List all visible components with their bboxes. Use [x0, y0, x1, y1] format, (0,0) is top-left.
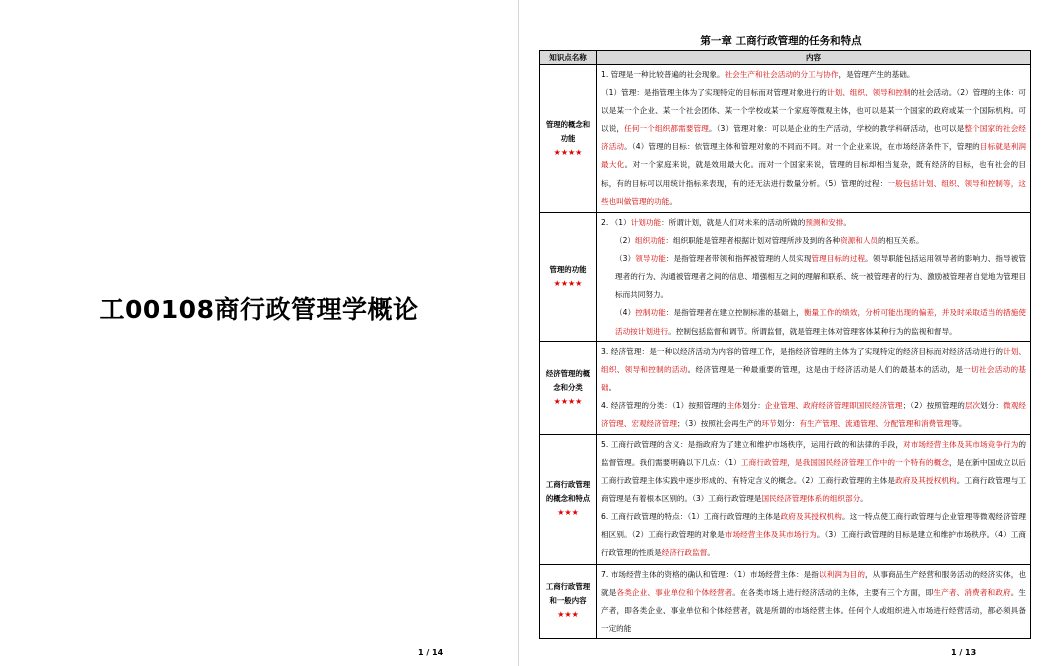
row-name-cell: [540, 65, 597, 213]
body-text: ：是指管理者带领和指挥被管理的人员实现: [665, 254, 812, 264]
highlighted-text: 社会生产和社会活动的分工与协作: [724, 70, 839, 79]
knowledge-point-name: 管理的功能: [549, 264, 587, 274]
body-text: 。: [707, 548, 715, 558]
body-text: 划分：: [776, 419, 800, 429]
body-text: 。生产者，即各类企业、事业单位和个体经营者，就是所谓的市场经营主体。任何个人或组织进入市场进行经营活动，都必须具备一定的能: [601, 587, 1027, 633]
content-paragraph: [601, 66, 1026, 84]
highlighted-text: 一般包括计划、组织、领导和控制等，这些也叫做管理的功能: [601, 178, 1026, 206]
importance-stars: ★★★: [557, 508, 579, 518]
highlighted-text: 控制功能: [635, 308, 666, 318]
row-name-cell: [540, 213, 597, 342]
knowledge-point-name: 管理的概念和功能: [545, 119, 591, 143]
body-text: 划分：: [741, 400, 765, 410]
body-text: 。工商行政管理与工商管理是有着根本区别的。（3）工商行政管理是: [601, 475, 1027, 503]
highlighted-text: 以利润为目的: [818, 569, 865, 579]
body-text: 。（3）工商行政管理的目标是建立和维护市场秩序。（4）工商行政管理的性质是: [601, 530, 1027, 558]
body-text: 。这一特点使工商行政管理与企业管理等微观经济管理相区别。（2）工商行政管理的对象是: [601, 512, 1027, 540]
row-name-cell: [540, 434, 597, 564]
content-paragraph: [601, 214, 1026, 232]
row-content-cell: [597, 434, 1031, 564]
importance-stars: ★★★: [557, 610, 579, 620]
table-row: [540, 341, 1031, 434]
content-paragraph: [601, 232, 1026, 250]
highlighted-text: 计划功能: [630, 218, 662, 227]
highlighted-text: 预测和安排: [805, 218, 844, 227]
body-text: 。: [860, 493, 868, 503]
highlighted-text: 衡量工作的绩效，分析可能出现的偏差，并及时采取适当的措施使活动按计划进行: [615, 308, 1026, 336]
highlighted-text: 微观经济管理、宏观经济管理: [601, 400, 1027, 429]
importance-stars: ★★★★: [553, 147, 583, 157]
highlighted-text: 主体: [726, 400, 742, 410]
body-text: （2）: [615, 236, 636, 246]
body-text: 2. （1）: [601, 218, 631, 227]
highlighted-text: 一切社会活动的基础: [601, 364, 1027, 392]
content-paragraph: [601, 250, 1026, 304]
highlighted-text: 各类企业、事业单位和个体经营者: [616, 587, 733, 597]
right-page-number: 1 / 13: [951, 648, 977, 657]
body-text: 。经济管理是一种最重要的管理，这是由于经济活动是人们的最基本的活动，是: [687, 364, 964, 374]
highlighted-text: 组织功能: [635, 236, 666, 246]
body-text: 。（4）管理的目标：依管理主体和管理对象的不同而不同。对一个企业来说，在市场经济条件下，管理的: [624, 142, 980, 152]
body-text: 6. 工商行政管理的特点：（1）工商行政管理的主体是: [601, 512, 781, 522]
body-text: ，是在新中国成立以后工商行政管理主体实践中逐步形成的、有特定含义的概念。（2）工商行政管理的主体是: [601, 457, 1027, 485]
highlighted-text: 管理目标的过程: [811, 254, 866, 264]
body-text: 7. 市场经营主体的资格的确认和管理：（1）市场经营主体：是指: [601, 569, 819, 579]
body-text: ，是管理产生的基础。: [838, 70, 915, 79]
header-content: 内容: [597, 51, 1031, 65]
highlighted-text: 政府及其授权机构: [895, 475, 957, 485]
highlighted-text: 企业管理、政府经济管理即国民经济管理: [764, 400, 903, 410]
row-name-cell: [540, 341, 597, 434]
document-title: 工00108商行政管理学概论: [99, 295, 419, 324]
table-row: [540, 65, 1031, 213]
left-page-number: 1 / 14: [418, 648, 444, 657]
content-paragraph: [601, 343, 1026, 397]
row-content-cell: [597, 341, 1031, 434]
knowledge-point-name: 工商行政管理和一般内容: [545, 582, 591, 606]
highlighted-text: 经济行政监督: [661, 548, 708, 558]
highlighted-text: 对市场经营主体及其市场竞争行为: [903, 439, 1019, 449]
left-page: [0, 0, 518, 666]
content-paragraph: [601, 397, 1026, 433]
highlighted-text: 目标就是利润最大化: [601, 142, 1027, 170]
highlighted-text: 国民经济管理体系的组织部分: [761, 493, 861, 503]
body-text: 3. 经济管理：是一种以经济活动为内容的管理工作，是指经济管理的主体为了实现特定的经济目标而对经济活动进行的: [601, 346, 1004, 356]
knowledge-point-name: 经济管理的概念和分类: [545, 368, 591, 392]
highlighted-text: 市场经营主体及其市场行为: [724, 530, 817, 540]
highlighted-text: 环节: [761, 419, 777, 429]
content-paragraph: [601, 84, 1026, 211]
highlighted-text: 政府及其授权机构: [780, 512, 842, 522]
body-text: ：所谓计划，就是人们对未来的活动所做的: [661, 218, 806, 227]
body-text: 。: [843, 218, 851, 227]
body-text: 4. 经济管理的分类：（1）按照管理的: [601, 400, 727, 410]
row-content-cell: [597, 564, 1031, 638]
content-paragraph: [601, 566, 1026, 638]
body-text: 的社会活动。（2）管理的主体：可以是某一个企业、某一个社会团体、某一个学校或某一个家庭等微观主体，也可以是某一个国家的政府或某一个国际机构。可以说，: [601, 88, 1027, 134]
content-paragraph: [601, 304, 1026, 340]
body-text: 。: [608, 382, 617, 392]
table-header-row: [540, 51, 1031, 65]
importance-stars: ★★★★: [553, 396, 583, 406]
highlighted-text: 资源和人员: [840, 236, 879, 246]
body-text: 等。: [951, 419, 967, 429]
body-text: 的监督管理。我们需要明确以下几点：（1）: [601, 439, 1026, 467]
body-text: （3）: [615, 254, 636, 264]
table-row: [540, 213, 1031, 342]
highlighted-text: 任何一个组织都需要管理: [624, 124, 709, 134]
body-text: 管理是一种比较普遍的社会现象。: [610, 70, 725, 79]
body-text: ；（2）按照管理的: [902, 400, 965, 410]
highlighted-text: 领导功能: [635, 254, 666, 264]
row-content-cell: [597, 65, 1031, 213]
highlighted-text: 整个国家的社会经济活动: [601, 124, 1027, 152]
right-page: [519, 0, 1043, 666]
body-text: 。在各类市场上进行经济活动的主体，主要有三个方面，即: [732, 587, 934, 597]
body-text: 5. 工商行政管理的含义：是指政府为了建立和维护市场秩序，运用行政的和法律的手段，: [601, 439, 904, 449]
body-text: 。控制包括监督和调节。所谓监督，就是管理主体对管理客体某种行为的监视和督导。: [668, 326, 957, 336]
highlighted-text: 层次: [964, 400, 981, 410]
body-text: ；（3）按照社会再生产的: [676, 419, 762, 429]
row-name-cell: [540, 564, 597, 638]
knowledge-point-name: 工商行政管理的概念和特点: [545, 480, 591, 504]
body-text: 划分：: [980, 400, 1004, 410]
body-text: 的相互关系。: [878, 236, 924, 246]
body-text: 。领导职能包括运用领导者的影响力、指导被管理者的行为、沟通被管理者之间的信息、增强相互之间的理解和联系、统一被管理者的行为、激励被管理者自觉地为管理目标而共同努力。: [615, 254, 1027, 300]
highlighted-text: 计划、组织、领导和控制: [826, 88, 911, 98]
table-row: [540, 434, 1031, 564]
knowledge-table: [539, 50, 1031, 639]
table-row: [540, 564, 1031, 638]
content-paragraph: [601, 436, 1026, 508]
content-paragraph: [601, 508, 1026, 562]
body-text: 。对一个家庭来说，就是效用最大化。而对一个国家来说，管理的目标却相当复杂，既有经济的目标，也有社会的目标，有的目标可以用统计指标来表现，有的还无法进行数量分析。（5）管理的过程：: [601, 160, 1027, 188]
importance-stars: ★★★★: [553, 278, 583, 288]
highlighted-text: 有生产管理、流通管理、分配管理和消费管理: [799, 419, 952, 429]
body-text: ：组织职能是管理者根据计划对管理所涉及到的各种: [665, 236, 841, 246]
body-text: ：是指管理者在建立控制标准的基础上，: [665, 308, 804, 318]
body-text: 1.: [601, 70, 611, 79]
highlighted-text: 计划、组织、领导和控制的活动: [601, 346, 1027, 374]
body-text: 。（3）管理对象：可以是企业的生产活动，学校的教学科研活动，也可以是: [708, 124, 965, 134]
highlighted-text: 工商行政管理，是我国国民经济管理工作中的一个特有的概念: [740, 457, 950, 467]
row-content-cell: [597, 213, 1031, 342]
body-text: （4）: [615, 308, 636, 318]
highlighted-text: 生产者、消费者和政府: [933, 587, 1011, 597]
body-text: （1）管理：是指管理主体为了实现特定的目标而对管理对象进行的: [601, 88, 827, 98]
body-text: ，从事商品生产经营和服务活动的经济实体，也就是: [601, 569, 1027, 597]
header-name: 知识点名称: [540, 51, 597, 65]
chapter-title: 第一章 工商行政管理的任务和特点: [700, 35, 862, 47]
body-text: 。: [669, 196, 677, 206]
